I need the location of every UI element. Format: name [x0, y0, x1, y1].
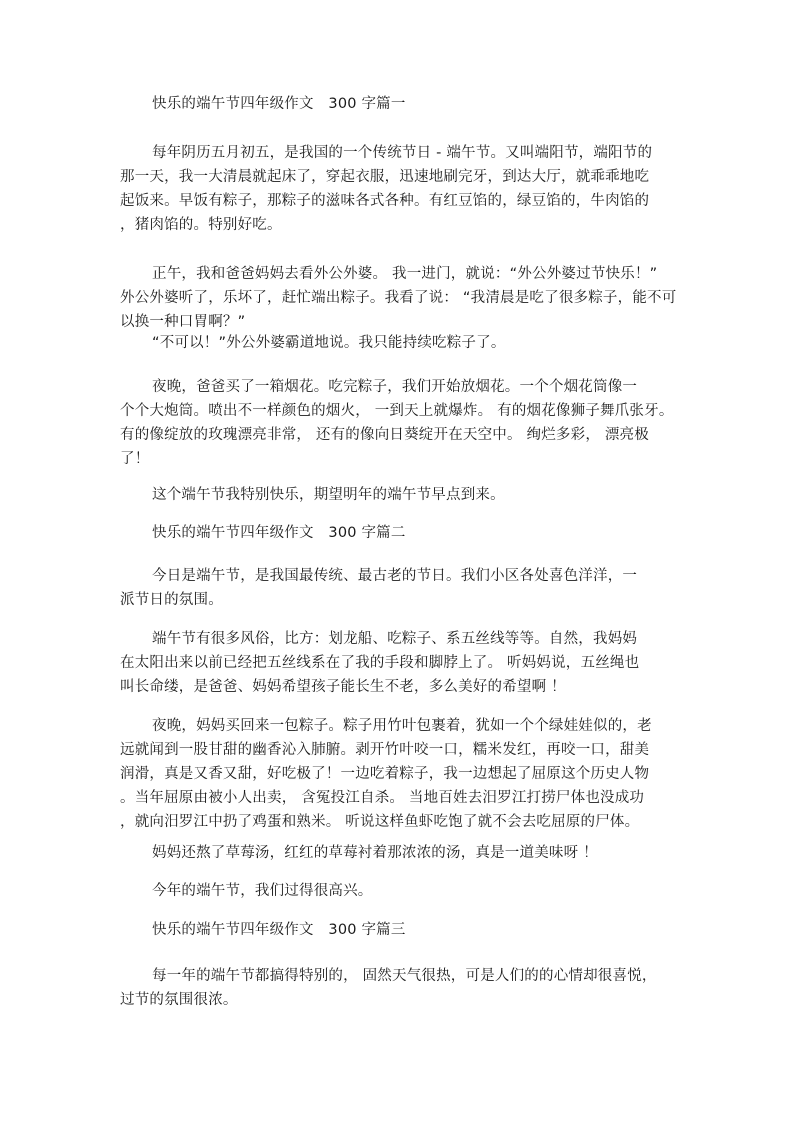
text-line: 了！ [120, 451, 150, 467]
text-line: 远就闻到一股甘甜的幽香沁入肺腑。剥开竹叶咬一口，糯米发红，再咬一口，甜美 [120, 742, 650, 758]
text-line: 在太阳出来以前已经把五丝线系在了我的手段和脚脖上了。 听妈妈说，五丝绳也 [120, 655, 640, 671]
text-line: 起饭来。早饭有粽子，那粽子的滋味各式各种。有红豆馅的，绿豆馅的，牛肉馅的 [120, 193, 650, 209]
text-line: 端午节有很多风俗，比方：划龙船、吃粽子、系五丝线等等。自然，我妈妈 [152, 631, 638, 647]
text-line: 叫长命缕，是爸爸、妈妈希望孩子能长生不老，多么美好的希望啊 ！ [120, 679, 566, 695]
text-line: ，猪肉馅的。特别好吃。 [120, 217, 282, 233]
text-line: 以换一种口胃啊？” [120, 314, 246, 330]
text-line: 个个大炮筒。喷出不一样颜色的烟火， 一到天上就爆炸。 有的烟花像狮子舞爪张牙。 [120, 403, 674, 419]
text-line: 妈妈还熬了草莓汤，红红的草莓衬着那浓浓的汤，真是一道美味呀 ！ [152, 845, 598, 861]
text-line: 那一天，我一大清晨就起床了，穿起衣服，迅速地刷完牙，到达大厅，就乖乖地吃 [120, 169, 650, 185]
section-title: 快乐的端午节四年级作文 300 字篇三 [152, 922, 406, 938]
text-line: 每一年的端午节都搞得特别的， 固然天气很热，可是人们的的心情却很喜悦， [152, 968, 657, 984]
text-line: 外公外婆听了，乐坏了，赶忙端出粽子。我看了说： “我清晨是吃了很多粽子，能不可 [120, 290, 677, 306]
text-line: 这个端午节我特别快乐，期望明年的端午节早点到来。 [152, 487, 505, 503]
section-title: 快乐的端午节四年级作文 300 字篇一 [152, 96, 406, 112]
text-line: 过节的氛围很浓。 [120, 992, 238, 1008]
text-line: 正午，我和爸爸妈妈去看外公外婆。 我一进门，就说：“外公外婆过节快乐！” [152, 266, 658, 282]
section-title: 快乐的端午节四年级作文 300 字篇二 [152, 525, 406, 541]
text-line: 润滑，真是又香又甜，好吃极了！一边吃着粽子，我一边想起了屈原这个历史人物 [120, 766, 650, 782]
text-line: 每年阴历五月初五，是我国的一个传统节日 - 端午节。又叫端阳节，端阳节的 [152, 145, 653, 161]
text-line: ，就向汨罗江中扔了鸡蛋和熟米。 听说这样鱼虾吃饱了就不会去吃屈原的尸体。 [120, 814, 640, 830]
text-line: “不可以！”外公外婆霸道地说。我只能持续吃粽子了。 [152, 335, 506, 351]
text-line: 夜晚，妈妈买回来一包粽子。粽子用竹叶包裹着，犹如一个个绿娃娃似的，老 [152, 718, 652, 734]
text-line: 。当年屈原由被小人出卖， 含冤投江自杀。 当地百姓去汨罗江打捞尸体也没成功 [120, 790, 645, 806]
text-line: 今年的端午节，我们过得很高兴。 [152, 883, 373, 899]
text-line: 夜晚，爸爸买了一箱烟花。吃完粽子，我们开始放烟花。一个个烟花筒像一 [152, 379, 638, 395]
text-line: 有的像绽放的玫瑰漂亮非常， 还有的像向日葵绽开在天空中。 绚烂多彩， 漂亮极 [120, 427, 649, 443]
text-line: 派节日的氛围。 [120, 592, 223, 608]
text-line: 今日是端午节，是我国最传统、最古老的节日。我们小区各处喜色洋洋，一 [152, 568, 638, 584]
